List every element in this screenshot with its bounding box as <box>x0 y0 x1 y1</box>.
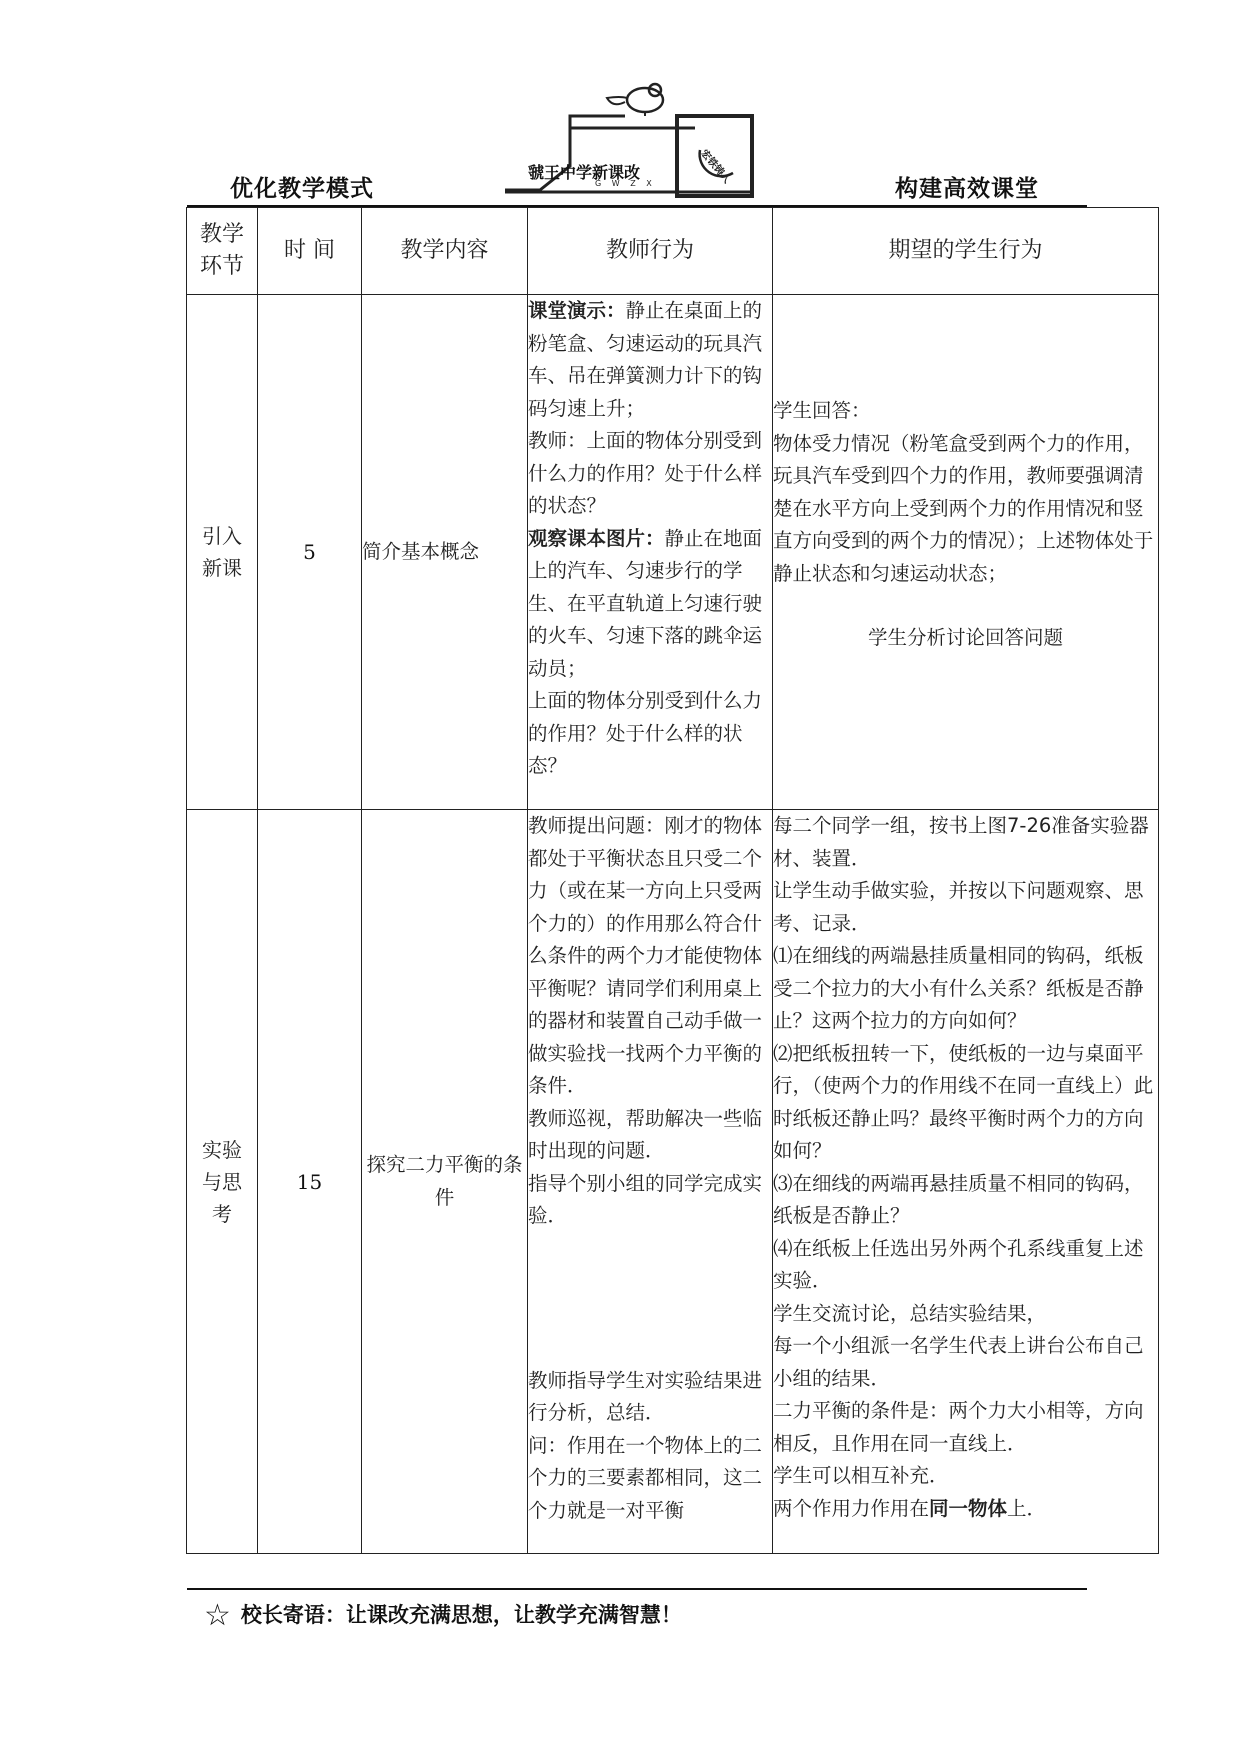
student-para: ⑷在纸板上任选出另外两个孔系线重复上述实验． <box>773 1236 1144 1292</box>
table-header-row <box>187 208 1159 295</box>
student-para: 物体受力情况（粉笔盒受到两个力的作用，玩具汽车受到四个力的作用，教师要强调清楚在水平方向上受到两个力的作用情况和竖直方向受到的两个力的情况）；上述物体处于静止状态和匀速运动状态； <box>773 431 1154 585</box>
student-para: 每二个同学一组，按书上图7-26准备实验器材、装置． <box>773 814 1149 870</box>
col-header-stage: 教学环节 <box>187 208 258 295</box>
student-para: 两个作用力作用在同一物体上． <box>773 1496 1047 1520</box>
student-summary: 学生分析讨论回答问题 <box>867 626 1063 649</box>
cell-student <box>773 295 1159 810</box>
col-header-content: 教学内容 <box>362 208 528 295</box>
logo-badge-text: 宏铁铸人 <box>698 148 733 186</box>
student-para: ⑶在细线的两端再悬挂质量不相同的钩码，纸板是否静止？ <box>773 1171 1144 1227</box>
teacher-para: 教师提出问题：刚才的物体都处于平衡状态且只受二个力（或在某一方向上只受两个力的）的作用那么符合什么条件的两个力才能使物体平衡呢？请同学们利用桌上的器材和装置自己动手做一做实验找一找两个力平衡的条件． <box>528 814 763 1097</box>
teacher-para: 上面的物体分别受到什么力的作用？处于什么样的状态？ <box>528 689 763 777</box>
lesson-plan-table <box>186 207 1159 1554</box>
cell-teacher <box>528 810 773 1554</box>
col-header-teacher: 教师行为 <box>528 208 773 295</box>
school-logo <box>495 78 770 203</box>
cell-time: 5 <box>258 295 362 810</box>
logo-caption: G W Z X <box>595 179 656 188</box>
teacher-para: 教师：上面的物体分别受到什么力的作用？处于什么样的状态？ <box>528 429 763 517</box>
student-para: 让学生动手做实验，并按以下问题观察、思考、记录． <box>773 879 1144 935</box>
teacher-para: 观察课本图片：静止在地面上的汽车、匀速步行的学生、在平直轨道上匀速行驶的火车、匀速下落的跳伞运动员； <box>528 526 763 680</box>
cell-student <box>773 810 1159 1554</box>
table-row <box>187 810 1159 1554</box>
teacher-para: 教师指导学生对实验结果进行分析，总结． <box>528 1368 763 1424</box>
student-para: ⑴在细线的两端悬挂质量相同的钩码，纸板受二个拉力的大小有什么关系？纸板是否静止？这两个拉力的方向如何？ <box>773 944 1144 1032</box>
principal-message <box>204 1598 682 1633</box>
footer-divider <box>187 1588 1087 1590</box>
star-outline-icon: ☆ <box>204 1598 231 1633</box>
cell-stage: 引入新课 <box>187 295 258 810</box>
header-center-title: 虢王中学新课改 <box>528 163 641 182</box>
student-para: ⑵把纸板扭转一下，使纸板的一边与桌面平行，（使两个力的作用线不在同一直线上）此时纸板还静止吗？最终平衡时两个力的方向如何？ <box>773 1041 1154 1162</box>
teacher-para: 课堂演示：静止在桌面上的粉笔盒、匀速运动的玩具汽车、吊在弹簧测力计下的钩码匀速上升； <box>528 299 763 420</box>
teacher-para: 教师巡视，帮助解决一些临时出现的问题． <box>528 1106 763 1162</box>
table-row <box>187 295 1159 810</box>
principal-message-text: 校长寄语：让课改充满思想，让教学充满智慧！ <box>240 1603 682 1627</box>
student-para: 学生回答： <box>773 399 871 422</box>
col-header-time: 时 间 <box>258 208 362 295</box>
header-right-title: 构建高效课堂 <box>895 176 1039 202</box>
cell-stage: 实验与思考 <box>187 810 258 1554</box>
student-para: 学生交流讨论，总结实验结果， <box>773 1301 1047 1325</box>
teacher-para: 指导个别小组的同学完成实验． <box>528 1171 763 1227</box>
teacher-para: 问：作用在一个物体上的二个力的三要素都相同，这二个力就是一对平衡 <box>528 1433 763 1522</box>
cell-content: 简介基本概念 <box>362 295 528 810</box>
student-para: 二力平衡的条件是：两个力大小相等，方向相反，且作用在同一直线上． <box>773 1399 1144 1455</box>
student-para: 每一个小组派一名学生代表上讲台公布自己小组的结果． <box>773 1334 1144 1390</box>
cell-content: 探究二力平衡的条件 <box>362 810 528 1554</box>
student-para: 学生可以相互补充． <box>773 1464 949 1487</box>
cell-time: 15 <box>258 810 362 1554</box>
col-header-student: 期望的学生行为 <box>773 208 1159 295</box>
cell-teacher <box>528 295 773 810</box>
header-left-title: 优化教学模式 <box>230 176 374 202</box>
